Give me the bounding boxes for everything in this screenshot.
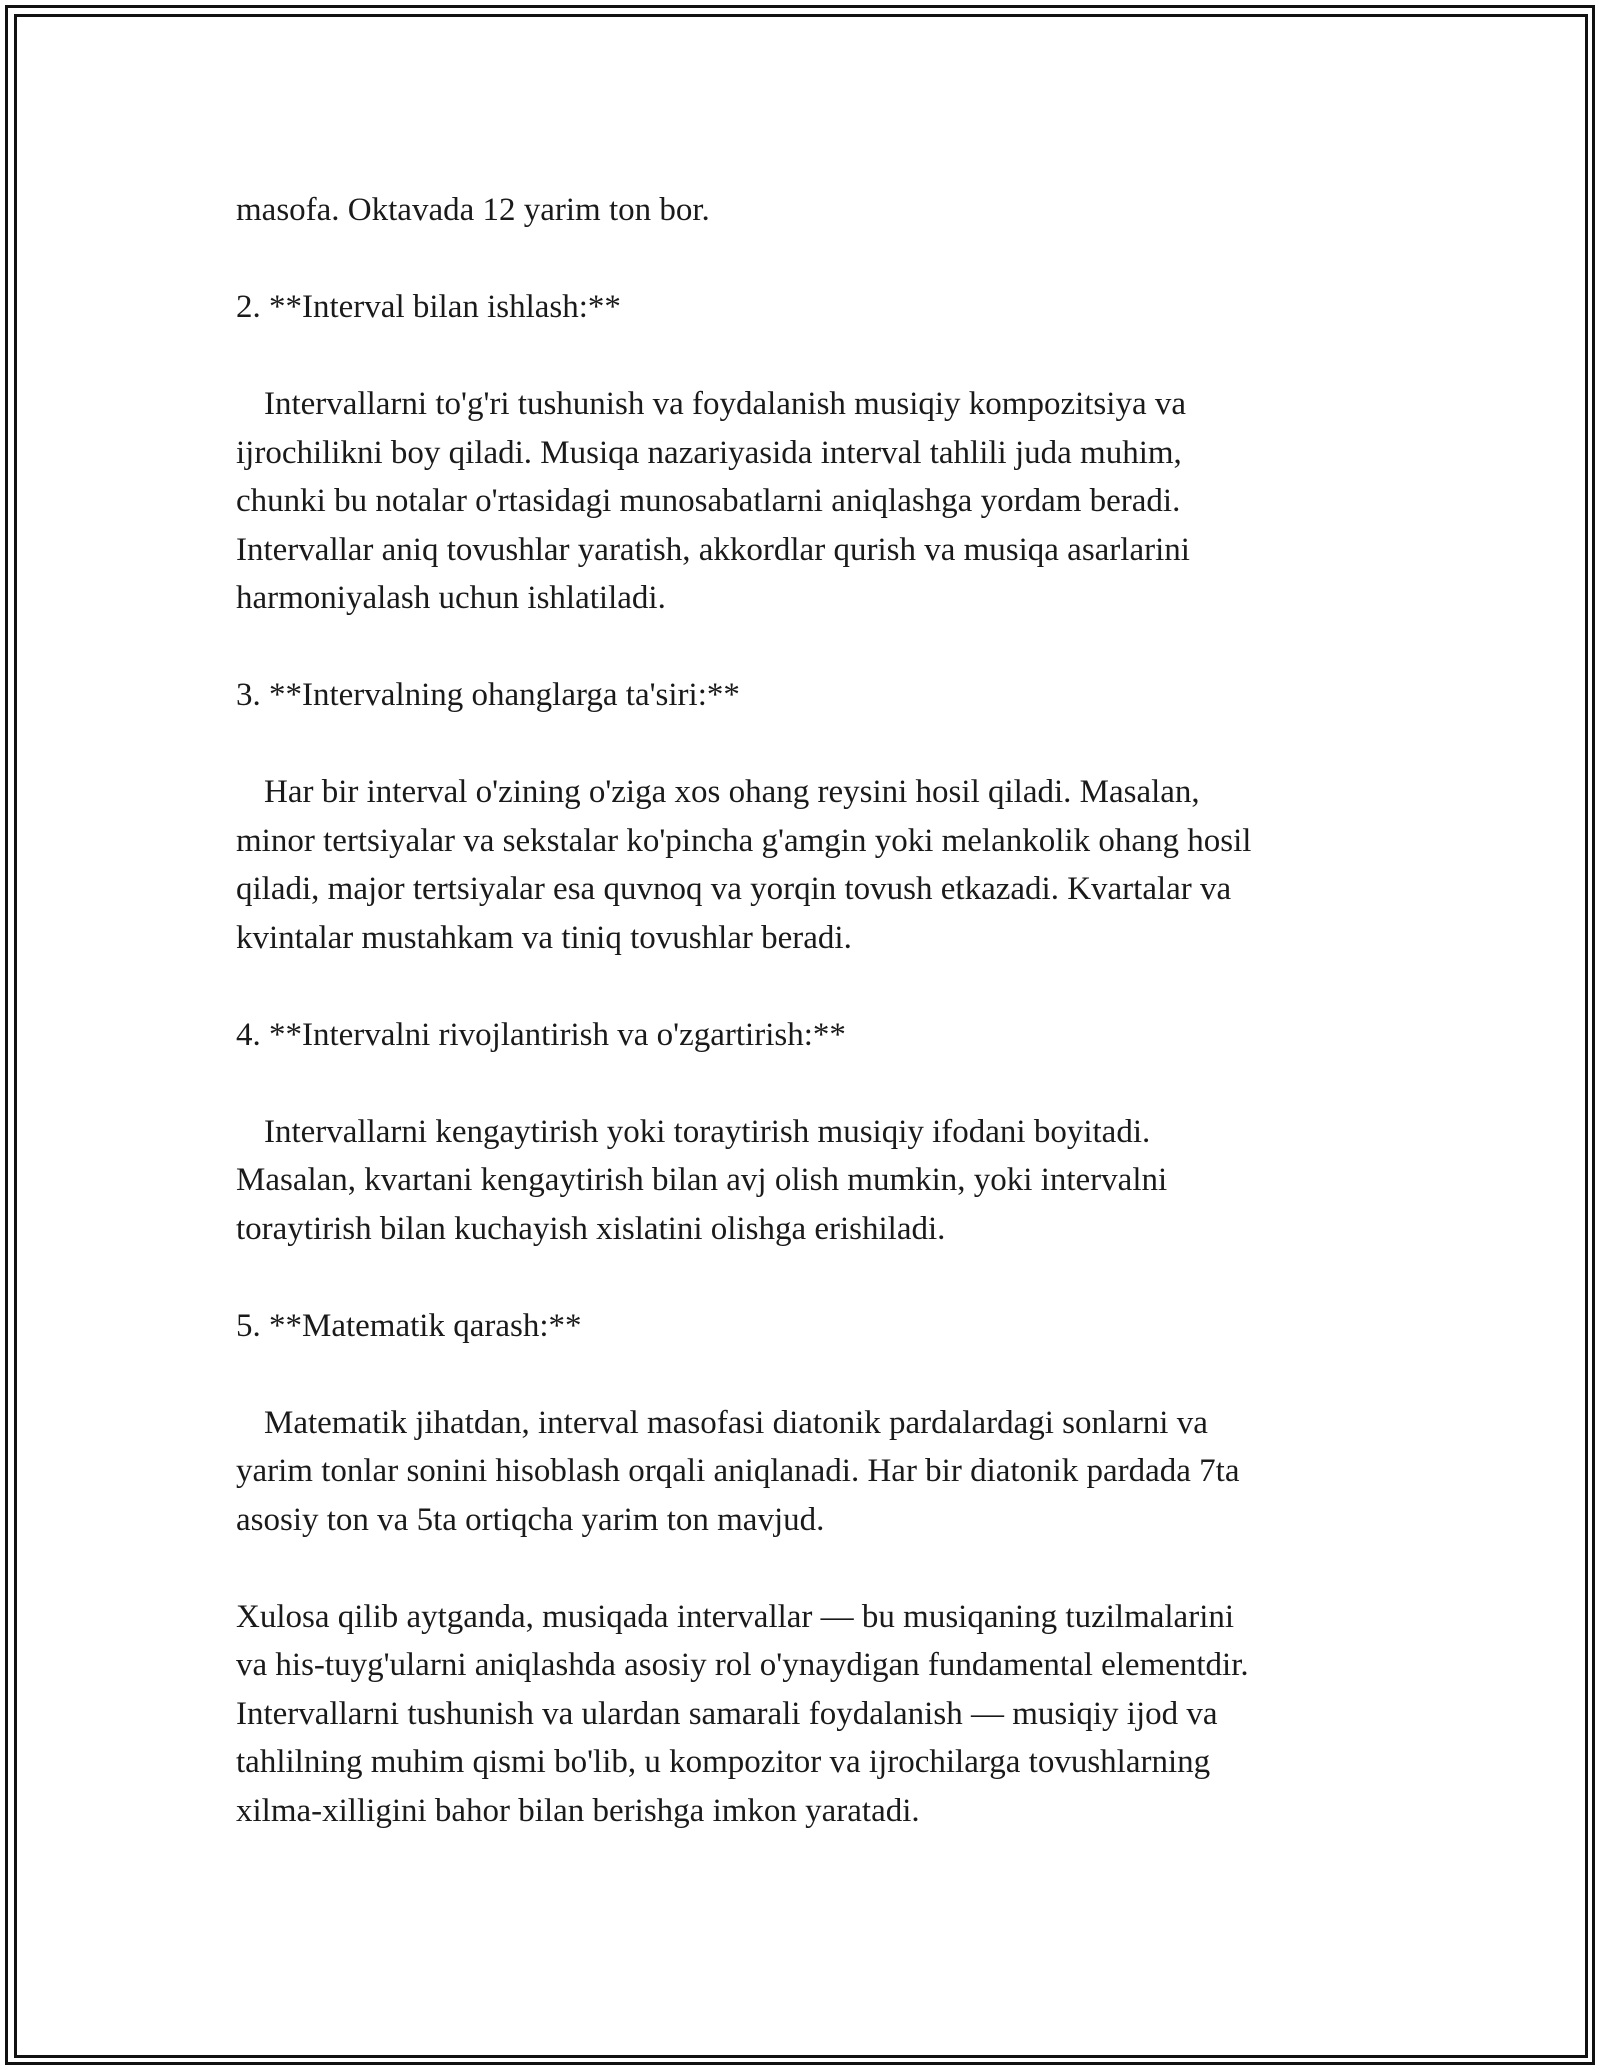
document-body [236,186,1386,1835]
conclusion-paragraph: Xulosa qilib aytganda, musiqada intervallar — bu musiqaning tuzilmalarini va his-tuyg'ularni aniqlashda asosiy rol o'ynaydigan fundamental elementdir. Intervallarni tushunish va ulardan samarali foydalanish — musiqiy ijod va tahlilning muhim qismi bo'lib, u kompozitor va ijrochilarga tovushlarning xilma-xilligini bahor bilan berishga imkon yaratadi. [236,1598,1249,1829]
section-body-3: Har bir interval o'zining o'ziga xos ohang reysini hosil qiladi. Masalan, minor tertsiyalar va sekstalar ko'pincha g'amgin yoki melankolik ohang hosil qiladi, major tertsiyalar esa quvnoq va yorqin tovush etkazadi. Kvartalar va kvintalar mustahkam va tiniq tovushlar beradi. [236,774,1252,956]
section-body-5: Matematik jihatdan, interval masofasi diatonik pardalardagi sonlarni va yarim tonlar sonini hisoblash orqali aniqlanadi. Har bir diatonik pardada 7ta asosiy ton va 5ta ortiqcha yarim ton mavjud. [236,1404,1240,1538]
section-heading-3: 3. **Intervalning ohanglarga ta'siri:** [236,677,740,713]
section-heading-5: 5. **Matematik qarash:** [236,1307,582,1344]
section-heading-4: 4. **Intervalni rivojlantirish va o'zgartirish:** [236,1016,846,1053]
section-heading-2: 2. **Interval bilan ishlash:** [236,289,621,325]
section-body-4: Intervallarni kengaytirish yoki toraytirish musiqiy ifodani boyitadi. Masalan, kvartani kengaytirish bilan avj olish mumkin, yoki intervalni toraytirish bilan kuchayish xislatini olishga erishiladi. [236,1113,1168,1247]
paragraph-intro-continuation: masofa. Oktavada 12 yarim ton bor. [236,192,710,228]
section-body-2: Intervallarni to'g'ri tushunish va foydalanish musiqiy kompozitsiya va ijrochilikni boy qiladi. Musiqa nazariyasida interval tahlili juda muhim, chunki bu notalar o'rtasidagi munosabatlarni aniqlashga yordam beradi. Intervallar aniq tovushlar yaratish, akkordlar qurish va musiqa asarlarini harmoniyalash uchun ishlatiladi. [236,386,1190,616]
